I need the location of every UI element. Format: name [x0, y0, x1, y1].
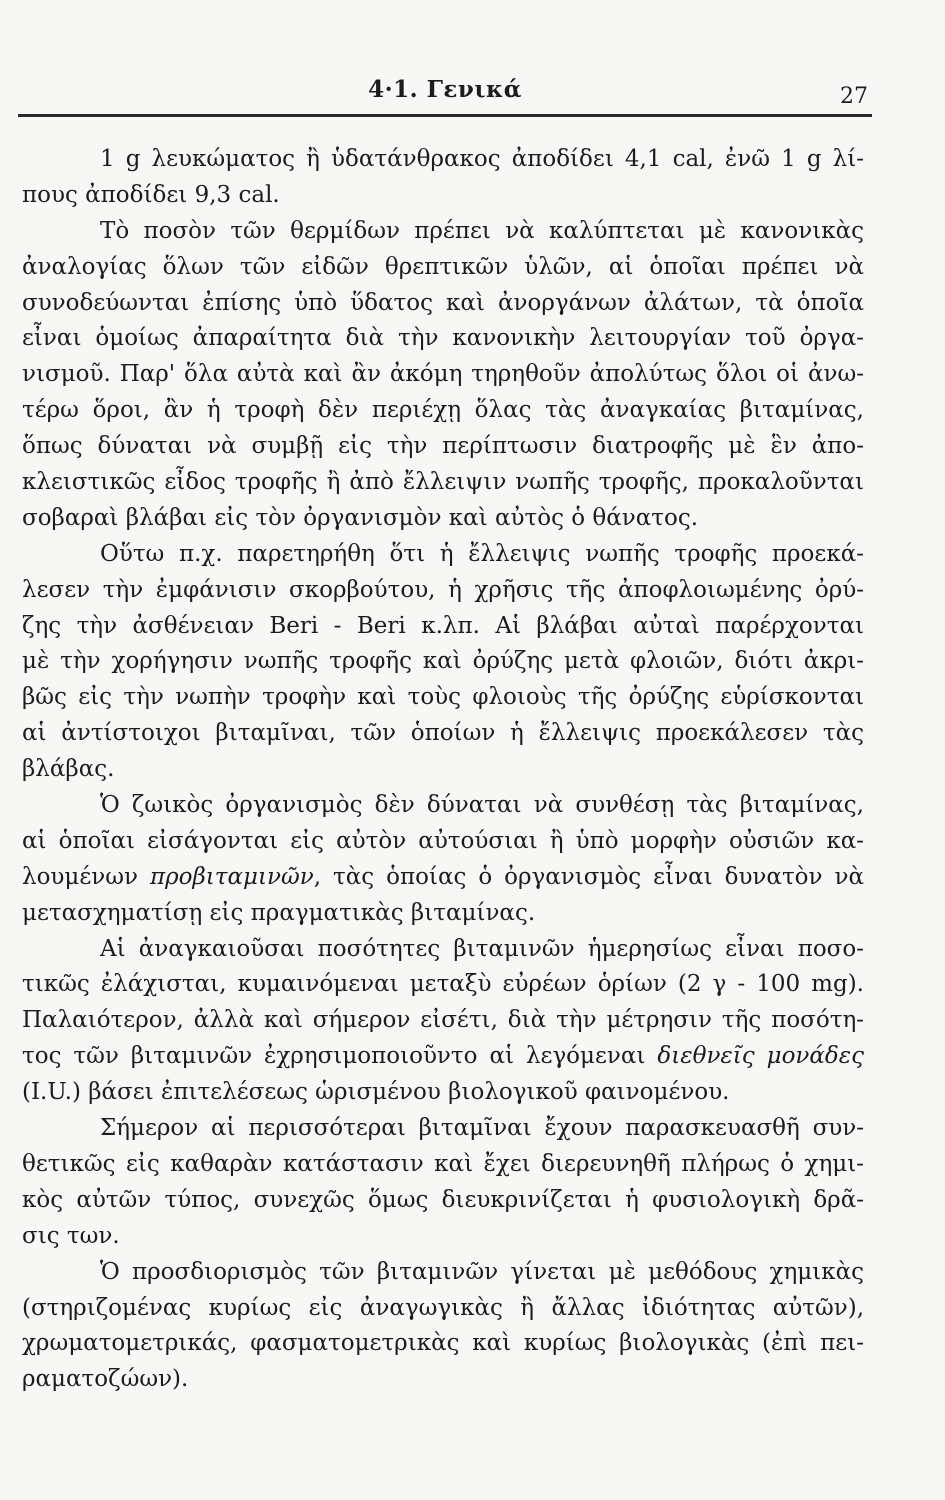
- text-line: μετασχηματίσῃ εἰς πραγματικὰς βιταμίνας.: [22, 899, 536, 926]
- text-line: Τὸ ποσὸν τῶν θερμίδων πρέπει νὰ καλύπτεται μὲ κανονικὰς: [100, 217, 864, 244]
- text-line: αἱ ἀντίστοιχοι βιταμῖναι, τῶν ὁποίων ἡ ἔλλειψις προεκάλεσεν τὰς: [22, 720, 864, 747]
- text-line: σοβαραὶ βλάβαι εἰς τὸν ὀργανισμὸν καὶ αὐτὸς ὁ θάνατος.: [22, 504, 699, 531]
- text-line: ὅπως δύναται νὰ συμβῇ εἰς τὴν περίπτωσιν διατροφῆς μὲ ἓν ἀπο-: [22, 433, 864, 460]
- text-line: σις των.: [22, 1222, 120, 1249]
- text-line: μὲ τὴν χορήγησιν νωπῆς τροφῆς καὶ ὀρύζης μετὰ φλοιῶν, διότι ἀκρι-: [22, 648, 864, 675]
- text-line: τέρω ὅροι, ἂν ἡ τροφὴ δὲν περιέχῃ ὅλας τὰς ἀναγκαίας βιταμίνας,: [22, 397, 864, 424]
- text-line: χρωματομετρικάς, φασματομετρικὰς καὶ κυρίως βιολογικὰς (ἐπὶ πει-: [22, 1330, 864, 1357]
- text-line: κλειστικῶς εἶδος τροφῆς ἢ ἀπὸ ἔλλειψιν νωπῆς τροφῆς, προκαλοῦνται: [22, 469, 864, 496]
- text-line: (στηριζομένας κυρίως εἰς ἀναγωγικὰς ἢ ἄλλας ἰδιότητας αὐτῶν),: [22, 1294, 864, 1321]
- text-line: συνοδεύωνται ἐπίσης ὑπὸ ὕδατος καὶ ἀνοργάνων ἀλάτων, τὰ ὁποῖα: [22, 289, 864, 316]
- text-line: τικῶς ἐλάχισται, κυμαινόμεναι μεταξὺ εὐρέων ὁρίων (2 γ - 100 mg).: [22, 971, 864, 998]
- body-text: [22, 142, 864, 1398]
- text-line: αἱ ὁποῖαι εἰσάγονται εἰς αὐτὸν αὐτούσιαι ἢ ὑπὸ μορφὴν οὐσιῶν κα-: [22, 827, 864, 854]
- italic-term: διεθνεῖς μονάδες: [657, 1043, 865, 1070]
- text-line: Οὕτω π.χ. παρετηρήθη ὅτι ἡ ἔλλειψις νωπῆς τροφῆς προεκά-: [100, 540, 864, 567]
- text-line: κὸς αὐτῶν τύπος, συνεχῶς ὅμως διευκρινίζεται ἡ φυσιολογικὴ δρᾶ-: [22, 1186, 864, 1213]
- text-segment: τος τῶν βιταμινῶν ἐχρησιμοποιοῦντο αἱ λεγόμεναι: [22, 1043, 658, 1070]
- text-line: 1 g λευκώματος ἢ ὑδατάνθρακος ἀποδίδει 4,1 cal, ἐνῶ 1 g λί-: [100, 146, 864, 172]
- italic-term: προβιταμινῶν: [149, 863, 314, 890]
- text-line: ζης τὴν ἀσθένειαν Beri - Beri κ.λπ. Αἱ βλάβαι αὐταὶ παρέρχονται: [22, 612, 864, 639]
- text-line: [22, 1039, 864, 1075]
- header-rule: [18, 114, 872, 117]
- text-line: Παλαιότερον, ἀλλὰ καὶ σήμερον εἰσέτι, διὰ τὴν μέτρησιν τῆς ποσότη-: [22, 1007, 864, 1034]
- text-line: Ὁ ζωικὸς ὀργανισμὸς δὲν δύναται νὰ συνθέσῃ τὰς βιταμίνας,: [100, 792, 864, 819]
- text-line: εἶναι ὁμοίως ἀπαραίτητα διὰ τὴν κανονικὴν λειτουργίαν τοῦ ὀργα-: [22, 325, 864, 352]
- text-line: βῶς εἰς τὴν νωπὴν τροφὴν καὶ τοὺς φλοιοὺς τῆς ὀρύζης εὑρίσκονται: [22, 684, 864, 711]
- text-segment: , τὰς ὁποίας ὁ ὀργανισμὸς εἶναι δυνατὸν νὰ: [313, 863, 864, 890]
- text-line: ραματοζώων).: [22, 1366, 189, 1393]
- page-number: 27: [840, 84, 868, 109]
- text-line: νισμοῦ. Παρ' ὅλα αὐτὰ καὶ ἂν ἀκόμη τηρηθοῦν ἀπολύτως ὅλοι οἱ ἀνω-: [22, 361, 864, 388]
- text-line: (I.U.) βάσει ἐπιτελέσεως ὡρισμένου βιολογικοῦ φαινομένου.: [22, 1079, 730, 1106]
- text-line: λεσεν τὴν ἐμφάνισιν σκορβούτου, ἡ χρῆσις τῆς ἀποφλοιωμένης ὀρύ-: [22, 576, 864, 603]
- page-header: [20, 74, 870, 114]
- text-line: πους ἀποδίδει 9,3 cal.: [22, 181, 280, 208]
- text-line: θετικῶς εἰς καθαρὰν κατάστασιν καὶ ἔχει διερευνηθῆ πλήρως ὁ χημι-: [22, 1150, 864, 1177]
- text-line: Σήμερον αἱ περισσότεραι βιταμῖναι ἔχουν παρασκευασθῆ συν-: [100, 1115, 864, 1142]
- text-line: ἀναλογίας ὅλων τῶν εἰδῶν θρεπτικῶν ὑλῶν, αἱ ὁποῖαι πρέπει νὰ: [22, 253, 864, 280]
- text-line: βλάβας.: [22, 756, 115, 783]
- running-title: 4·1. Γενικά: [368, 76, 522, 103]
- text-line: Αἱ ἀναγκαιοῦσαι ποσότητες βιταμινῶν ἡμερησίως εἶναι ποσο-: [100, 935, 864, 962]
- text-line: [22, 860, 864, 896]
- text-segment: λουμένων: [22, 863, 150, 890]
- text-line: Ὁ προσδιορισμὸς τῶν βιταμινῶν γίνεται μὲ μεθόδους χημικὰς: [100, 1258, 864, 1285]
